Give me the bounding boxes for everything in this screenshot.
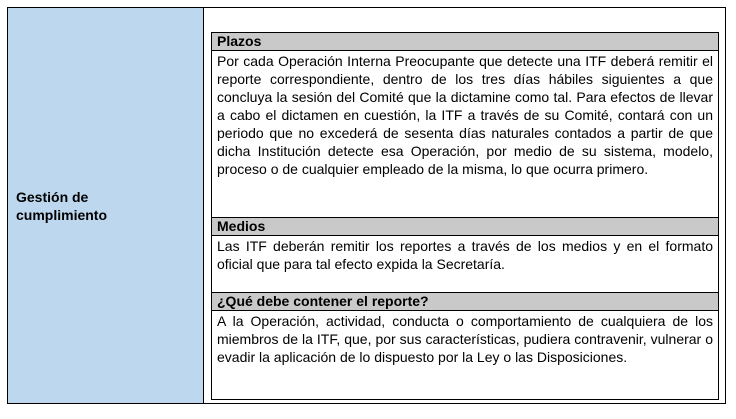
contenido-header: ¿Qué debe contener el reporte? bbox=[212, 293, 718, 311]
category-label bbox=[16, 188, 107, 224]
medios-header: Medios bbox=[212, 218, 718, 236]
category-cell bbox=[8, 8, 204, 403]
contenido-body: A la Operación, actividad, conducta o comportamiento de cualquiera de los miembros de la ITF, que, por sus características, pudiera contravenir, vulnerar o evadir la aplicación de lo dispuesto por la Ley o las Disposiciones. bbox=[217, 313, 713, 365]
table bbox=[7, 7, 726, 404]
plazos-header: Plazos bbox=[212, 33, 718, 51]
content-cell bbox=[204, 8, 725, 403]
category-label-line1: Gestión de bbox=[16, 188, 89, 205]
plazos-body: Por cada Operación Interna Preocupante que detecte una ITF deberá remitir el reporte correspondiente, dentro de los tres días hábiles siguientes a que concluya la sesión del Comité que la dictamine como tal. Para efectos de llevar a cabo el dictamen en cuestión, la ITF a través de su Comité, contará con un periodo que no excederá de sesenta días naturales contados a partir de que dicha Institución detecte esa Operación, por medio de su sistema, modelo, proceso o de cualquier empleado de la misma, lo que ocurra primero. bbox=[217, 53, 713, 177]
medios-body: Las ITF deberán remitir los reportes a través de los medios y en el formato oficial que para tal efecto expida la Secretaría. bbox=[217, 238, 713, 272]
inner-table bbox=[211, 32, 719, 400]
category-label-line2: cumplimiento bbox=[16, 206, 108, 223]
